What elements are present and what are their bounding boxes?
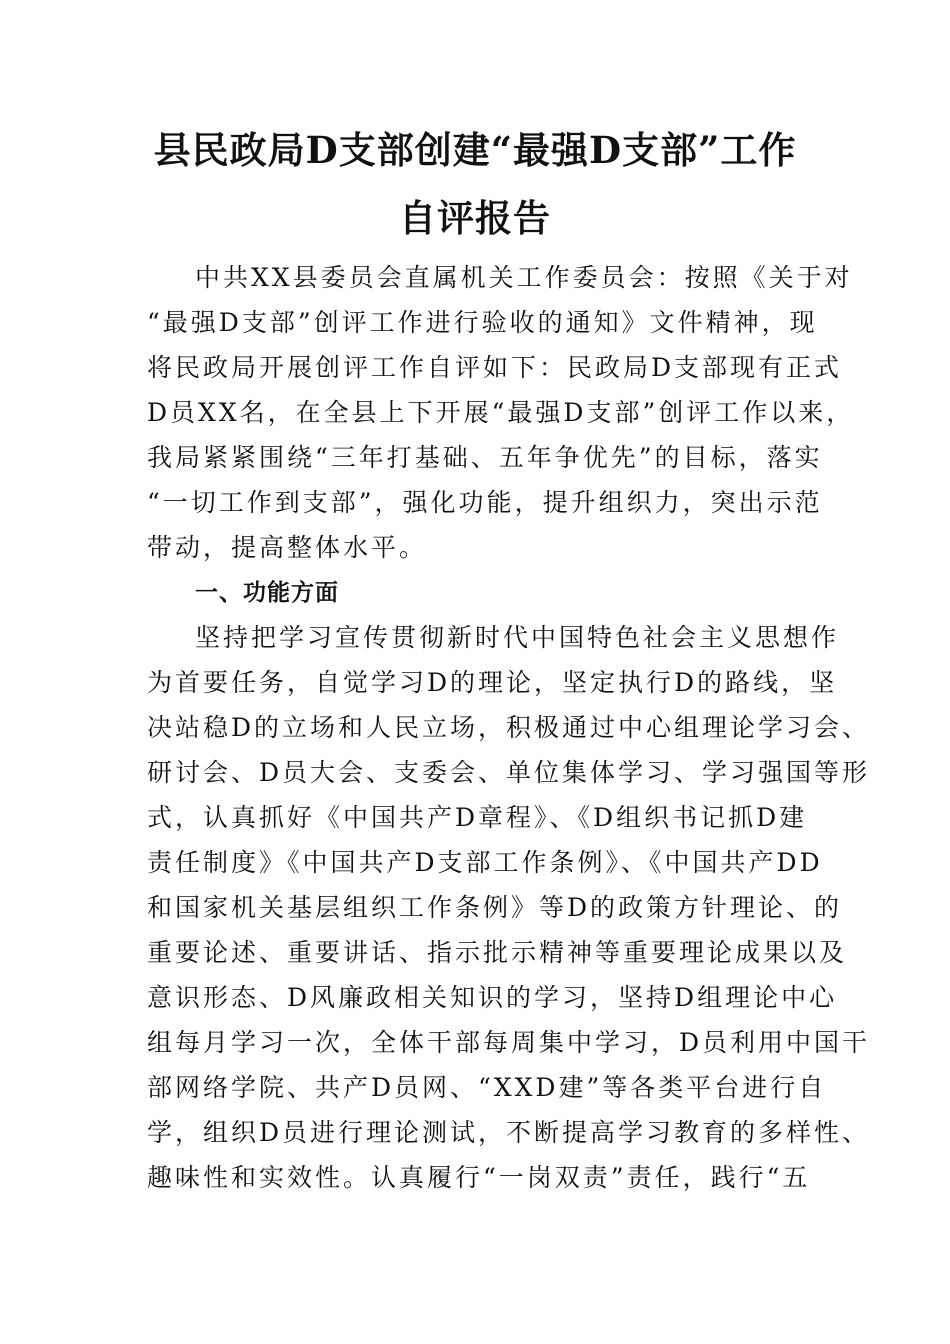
body-line: 责任制度》《中国共产D支部工作条例》、《中国共产DD [147,848,823,877]
body-line: 坚持把学习宣传贯彻新时代中国特色社会主义思想作 [195,623,840,652]
body-line: 学，组织D员进行理论测试，不断提高学习教育的多样性、 [147,1118,871,1147]
intro-line: 我局紧紧围绕“三年打基础、五年争优先”的目标，落实 [147,443,823,472]
section-heading: 一、功能方面 [195,580,339,606]
body-line: 研讨会、D员大会、支委会、单位集体学习、学习强国等形 [147,758,871,787]
body-line: 决站稳D的立场和人民立场，积极通过中心组理论学习会、 [147,713,871,742]
intro-line: D员XX名，在全县上下开展“最强D支部”创评工作以来， [147,398,855,427]
body-line: 式，认真抓好《中国共产D章程》、《D组织书记抓D建 [147,803,808,832]
body-line: 重要论述、重要讲话、指示批示精神等重要理论成果以及 [147,938,848,967]
body-line: 意识形态、D风廉政相关知识的学习，坚持D组理论中心 [147,983,838,1012]
body-line: 组每月学习一次，全体干部每周集中学习，D员利用中国干 [147,1028,871,1057]
intro-line: 中共XX县委员会直属机关工作委员会：按照《关于对 [195,263,853,292]
body-line: 部网络学院、共产D员网、“XXD建”等各类平台进行自 [147,1073,827,1102]
body-line: 为首要任务，自觉学习D的理论，坚定执行D的路线，坚 [147,668,838,697]
intro-line: 将民政局开展创评工作自评如下：民政局D支部现有正式 [147,353,843,382]
document-title-line-2: 自评报告 [399,196,551,240]
intro-line: “最强D支部”创评工作进行验收的通知》文件精神，现 [147,308,818,337]
intro-line: 带动，提高整体水平。 [147,533,428,562]
document-title-line-1: 县民政局D支部创建“最强D支部”工作 [153,128,797,172]
body-line: 和国家机关基层组织工作条例》等D的政策方针理论、的 [147,893,843,922]
body-line: 趣味性和实效性。认真履行“一岗双责”责任，践行“五 [147,1163,811,1192]
intro-line: “一切工作到支部”，强化功能，提升组织力，突出示范 [147,488,823,517]
